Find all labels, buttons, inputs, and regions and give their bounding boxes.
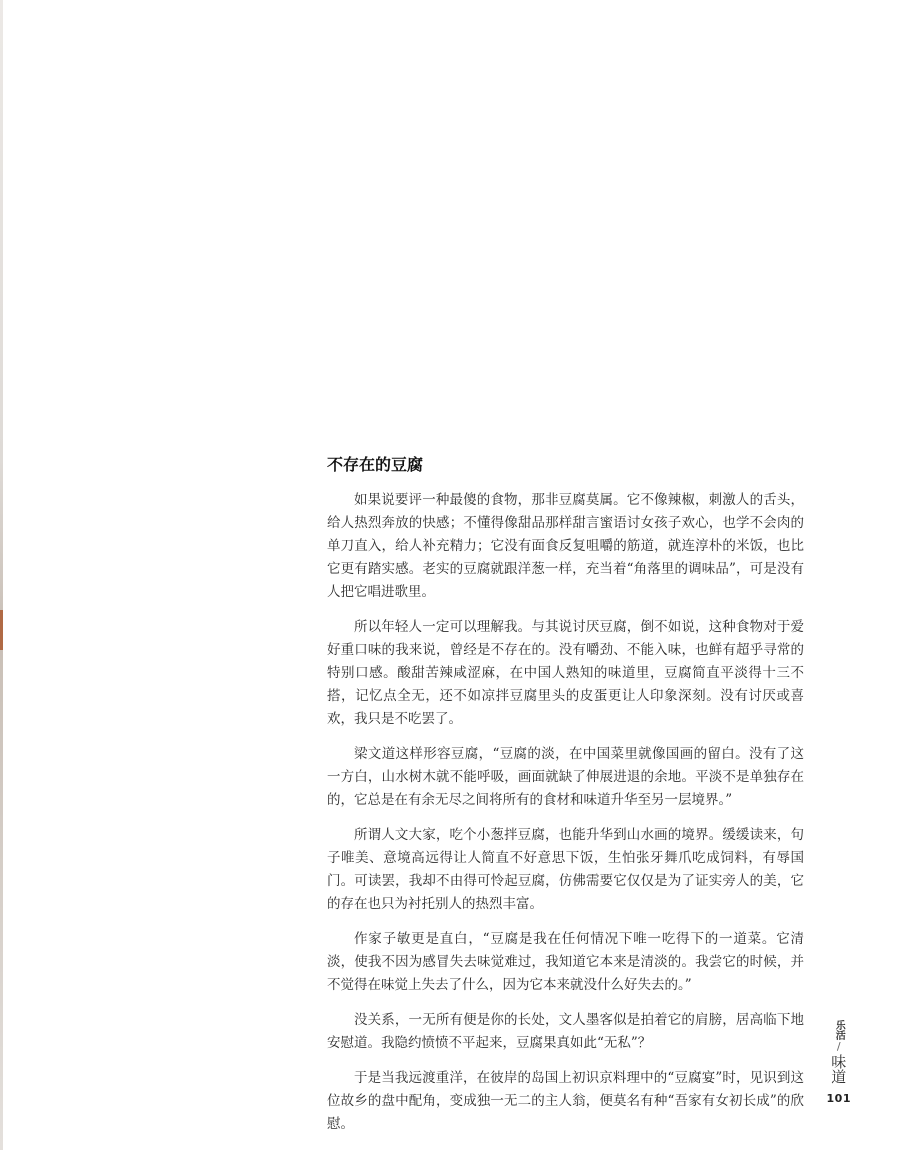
section-separator: / (836, 1040, 841, 1053)
article-paragraph-4: 所谓人文大家，吃个小葱拌豆腐，也能升华到山水画的境界。缓缓读来，句子唯美、意境高远得让人简直不好意思下饭，生怕张牙舞爪吃成饲料，有辱国门。可读罢，我却不由得可怜起豆腐，仿佛需要它仅仅是为了证实旁人的美，它的存在也只为衬托别人的热烈丰富。 (327, 827, 804, 912)
page-footer (827, 1020, 851, 1105)
page-binding-edge (0, 0, 3, 1150)
section-label-primary: 乐活 (833, 1020, 845, 1040)
article-title: 不存在的豆腐 (327, 455, 424, 474)
article-paragraph-6: 没关系，一无所有便是你的长处，文人墨客似是拍着它的肩膀，居高临下地安慰道。我隐约愤愤不平起来，豆腐果真如此“无私”？ (327, 1012, 804, 1051)
article (327, 455, 804, 1148)
binding-edge-mark (0, 610, 3, 650)
article-paragraph-7: 于是当我远渡重洋，在彼岸的岛国上初识京料理中的“豆腐宴”时，见识到这位故乡的盘中配角，变成独一无二的主人翁，便莫名有种“吾家有女初长成”的欣慰。 (327, 1070, 804, 1132)
article-paragraph-5: 作家子敏更是直白，“豆腐是我在任何情况下唯一吃得下的一道菜。它清淡，使我不因为感冒失去味觉难过，我知道它本来是清淡的。我尝它的时候，并不觉得在味觉上失去了什么，因为它本来就没什么好失去的。” (327, 931, 804, 993)
article-paragraph-1: 如果说要评一种最傻的食物，那非豆腐莫属。它不像辣椒，刺激人的舌头，给人热烈奔放的快感；不懂得像甜品那样甜言蜜语讨女孩子欢心，也学不会肉的单刀直入，给人补充精力；它没有面食反复咀嚼的筋道，就连淳朴的米饭，也比它更有踏实感。老实的豆腐就跟洋葱一样，充当着“角落里的调味品”，可是没有人把它唱进歌里。 (327, 492, 804, 600)
section-label-secondary: 味道 (829, 1054, 848, 1084)
article-paragraph-3: 梁文道这样形容豆腐，“豆腐的淡，在中国菜里就像国画的留白。没有了这一方白，山水树木就不能呼吸，画面就缺了伸展进退的余地。平淡不是单独存在的，它总是在有余无尽之间将所有的食材和味道升华至另一层境界。” (327, 746, 804, 808)
article-paragraph-2: 所以年轻人一定可以理解我。与其说讨厌豆腐，倒不如说，这种食物对于爱好重口味的我来说，曾经是不存在的。没有嚼劲、不能入味，也鲜有超乎寻常的特别口感。酸甜苦辣咸涩麻，在中国人熟知的味道里，豆腐简直平淡得十三不搭，记忆点全无，还不如凉拌豆腐里头的皮蛋更让人印象深刻。没有讨厌或喜欢，我只是不吃罢了。 (327, 619, 804, 727)
page-number: 101 (826, 1092, 851, 1105)
